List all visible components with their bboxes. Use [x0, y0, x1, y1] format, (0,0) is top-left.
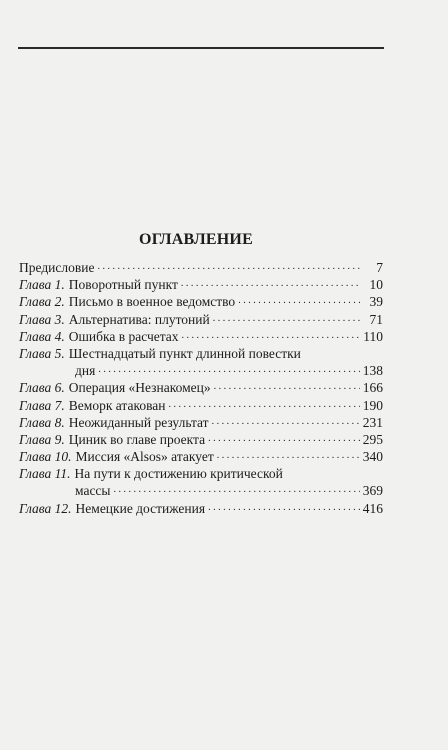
toc-entry-chapter-10	[19, 448, 383, 465]
toc-entry-chapter: Глава 9.	[19, 431, 65, 447]
toc-entry-page: 7	[376, 260, 383, 275]
toc-entry-chapter: Глава 2.	[19, 294, 65, 310]
toc-entry-chapter: Глава 1.	[19, 277, 65, 293]
toc-entry-page: 416	[362, 500, 383, 516]
toc-entry-title: Веморк атакован	[68, 397, 166, 413]
toc-entry-title: Шестнадцатый пункт длинной повестки	[68, 345, 301, 361]
toc-entry-title: Немецкие достижения	[75, 500, 206, 516]
dot-leader	[182, 325, 360, 344]
toc-entry-title-cont: дня	[75, 363, 96, 379]
toc-entry-chapter: Глава 7.	[19, 397, 65, 413]
dot-leader	[208, 497, 360, 516]
toc-entry-title: Операция «Незнакомец»	[68, 380, 211, 396]
toc-entry-chapter-12	[19, 500, 383, 517]
toc-entry-title: Циник во главе проекта	[68, 431, 206, 447]
toc-heading: ОГЛАВЛЕНИЕ	[139, 231, 253, 248]
toc-entry-page: 71	[369, 311, 383, 327]
toc-entry-chapter-4	[19, 328, 383, 345]
toc-entry-chapter: Глава 10.	[19, 449, 72, 465]
toc-entry-chapter: Глава 8.	[19, 414, 65, 430]
toc-entry-chapter: Глава 5.	[19, 345, 65, 361]
toc-entry-page: 340	[362, 449, 383, 465]
dot-leader	[217, 445, 360, 464]
toc-entry-page: 39	[369, 294, 383, 310]
toc-entry-title: Поворотный пункт	[68, 277, 178, 293]
toc-entry-chapter: Глава 6.	[19, 380, 65, 396]
toc-entry-title: На пути к достижению критической	[74, 466, 283, 482]
toc-entry-page: 138	[362, 363, 383, 379]
toc-entry-chapter: Глава 12.	[19, 500, 72, 516]
toc-entry-page: 369	[362, 483, 383, 499]
toc-entry-title-cont: массы	[75, 483, 111, 499]
toc-entry-page: 231	[362, 414, 383, 430]
toc-entry-page: 166	[362, 380, 383, 396]
toc-entry-page: 110	[363, 328, 383, 344]
toc-entry-title: Альтернатива: плутоний	[68, 311, 210, 327]
toc-entry-page: 190	[362, 397, 383, 413]
toc-entry-chapter: Глава 4.	[19, 328, 65, 344]
toc-entry-title: Письмо в военное ведомство	[68, 294, 236, 310]
toc-entry-title: Ошибка в расчетах	[68, 328, 179, 344]
toc-entry-title: Неожиданный результат	[68, 414, 209, 430]
toc-entry-title: Предисловие	[19, 260, 95, 275]
table-of-contents	[19, 259, 383, 517]
toc-entry-page: 295	[362, 431, 383, 447]
toc-entry-page: 10	[369, 277, 383, 293]
toc-entry-title: Миссия «Alsos» атакует	[75, 449, 214, 465]
toc-entry-chapter: Глава 3.	[19, 311, 65, 327]
toc-entry-chapter: Глава 11.	[19, 466, 71, 482]
top-rule	[18, 47, 384, 49]
